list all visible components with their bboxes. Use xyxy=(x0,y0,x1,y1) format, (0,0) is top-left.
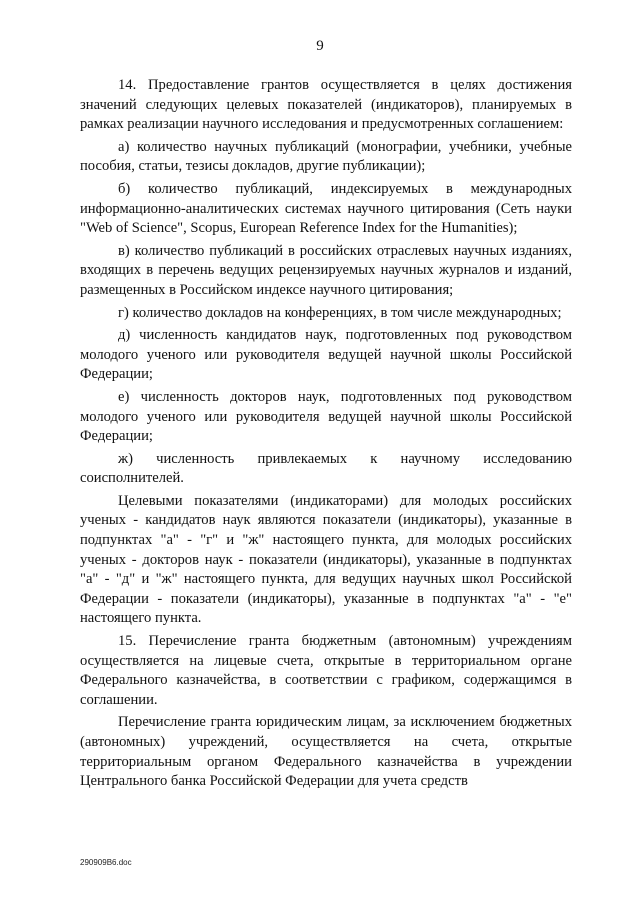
page-number: 9 xyxy=(316,38,324,54)
paragraph-item-g: г) количество докладов на конференциях, в том числе международных; xyxy=(118,304,562,321)
paragraph-item-v: в) количество публикаций в российских отраслевых научных изданиях, входящих в перечень ведущих рецензируемых научных журналов и изданий, размещенных в Российском индексе научного цитирования; xyxy=(80,242,572,298)
paragraph-14: 14. Предоставление грантов осуществляется в целях достижения значений следующих целевых показателей (индикаторов), планируемых в рамках реализации научного исследования и предусмотренных соглашением: xyxy=(80,77,572,133)
paragraph-target-indicators: Целевыми показателями (индикаторами) для молодых российских ученых - кандидатов наук являются показатели (индикаторы), указанные в подпунктах "а" - "г" и "ж" настоящего пункта, для молодых российских ученых - докторов наук - показатели (индикаторы), указанные в подпунктах "а" - "д" и "ж" настоящего пункта, для ведущих научных школ Российской Федерации - показатели (индикаторы), указанные в подпунктах "а" - "е" настоящего пункта. xyxy=(80,492,572,627)
document-body xyxy=(80,76,572,792)
paragraph-item-d: д) численность кандидатов наук, подготовленных под руководством молодого ученого или руководителя ведущей научной школы Российской Федерации; xyxy=(80,327,572,383)
paragraph-item-a: а) количество научных публикаций (монографии, учебники, учебные пособия, статьи, тезисы докладов, другие публикации); xyxy=(80,138,572,175)
file-name-footer: 290909B6.doc xyxy=(80,858,132,867)
paragraph-item-b: б) количество публикаций, индексируемых в международных информационно-аналитических системах научного цитирования (Сеть науки "Web of Science", Scopus, European Reference Index for the Humanities); xyxy=(80,180,572,237)
paragraph-item-zh: ж) численность привлекаемых к научному исследованию соисполнителей. xyxy=(80,450,572,487)
paragraph-item-e: е) численность докторов наук, подготовленных под руководством молодого ученого или руководителя ведущей научной школы Российской Федерации; xyxy=(80,388,572,445)
paragraph-15: 15. Перечисление гранта бюджетным (автономным) учреждениям осуществляется на лицевые счета, открытые в территориальном органе Федерального казначейства, в соответствии с графиком, содержащимся в соглашении. xyxy=(80,633,572,708)
paragraph-legal-entities: Перечисление гранта юридическим лицам, за исключением бюджетных (автономных) учреждений, осуществляется на счета, открытые территориальным органом Федерального казначейства в учреждении Центрального банка Российской Федерации для учета средств xyxy=(80,714,572,790)
